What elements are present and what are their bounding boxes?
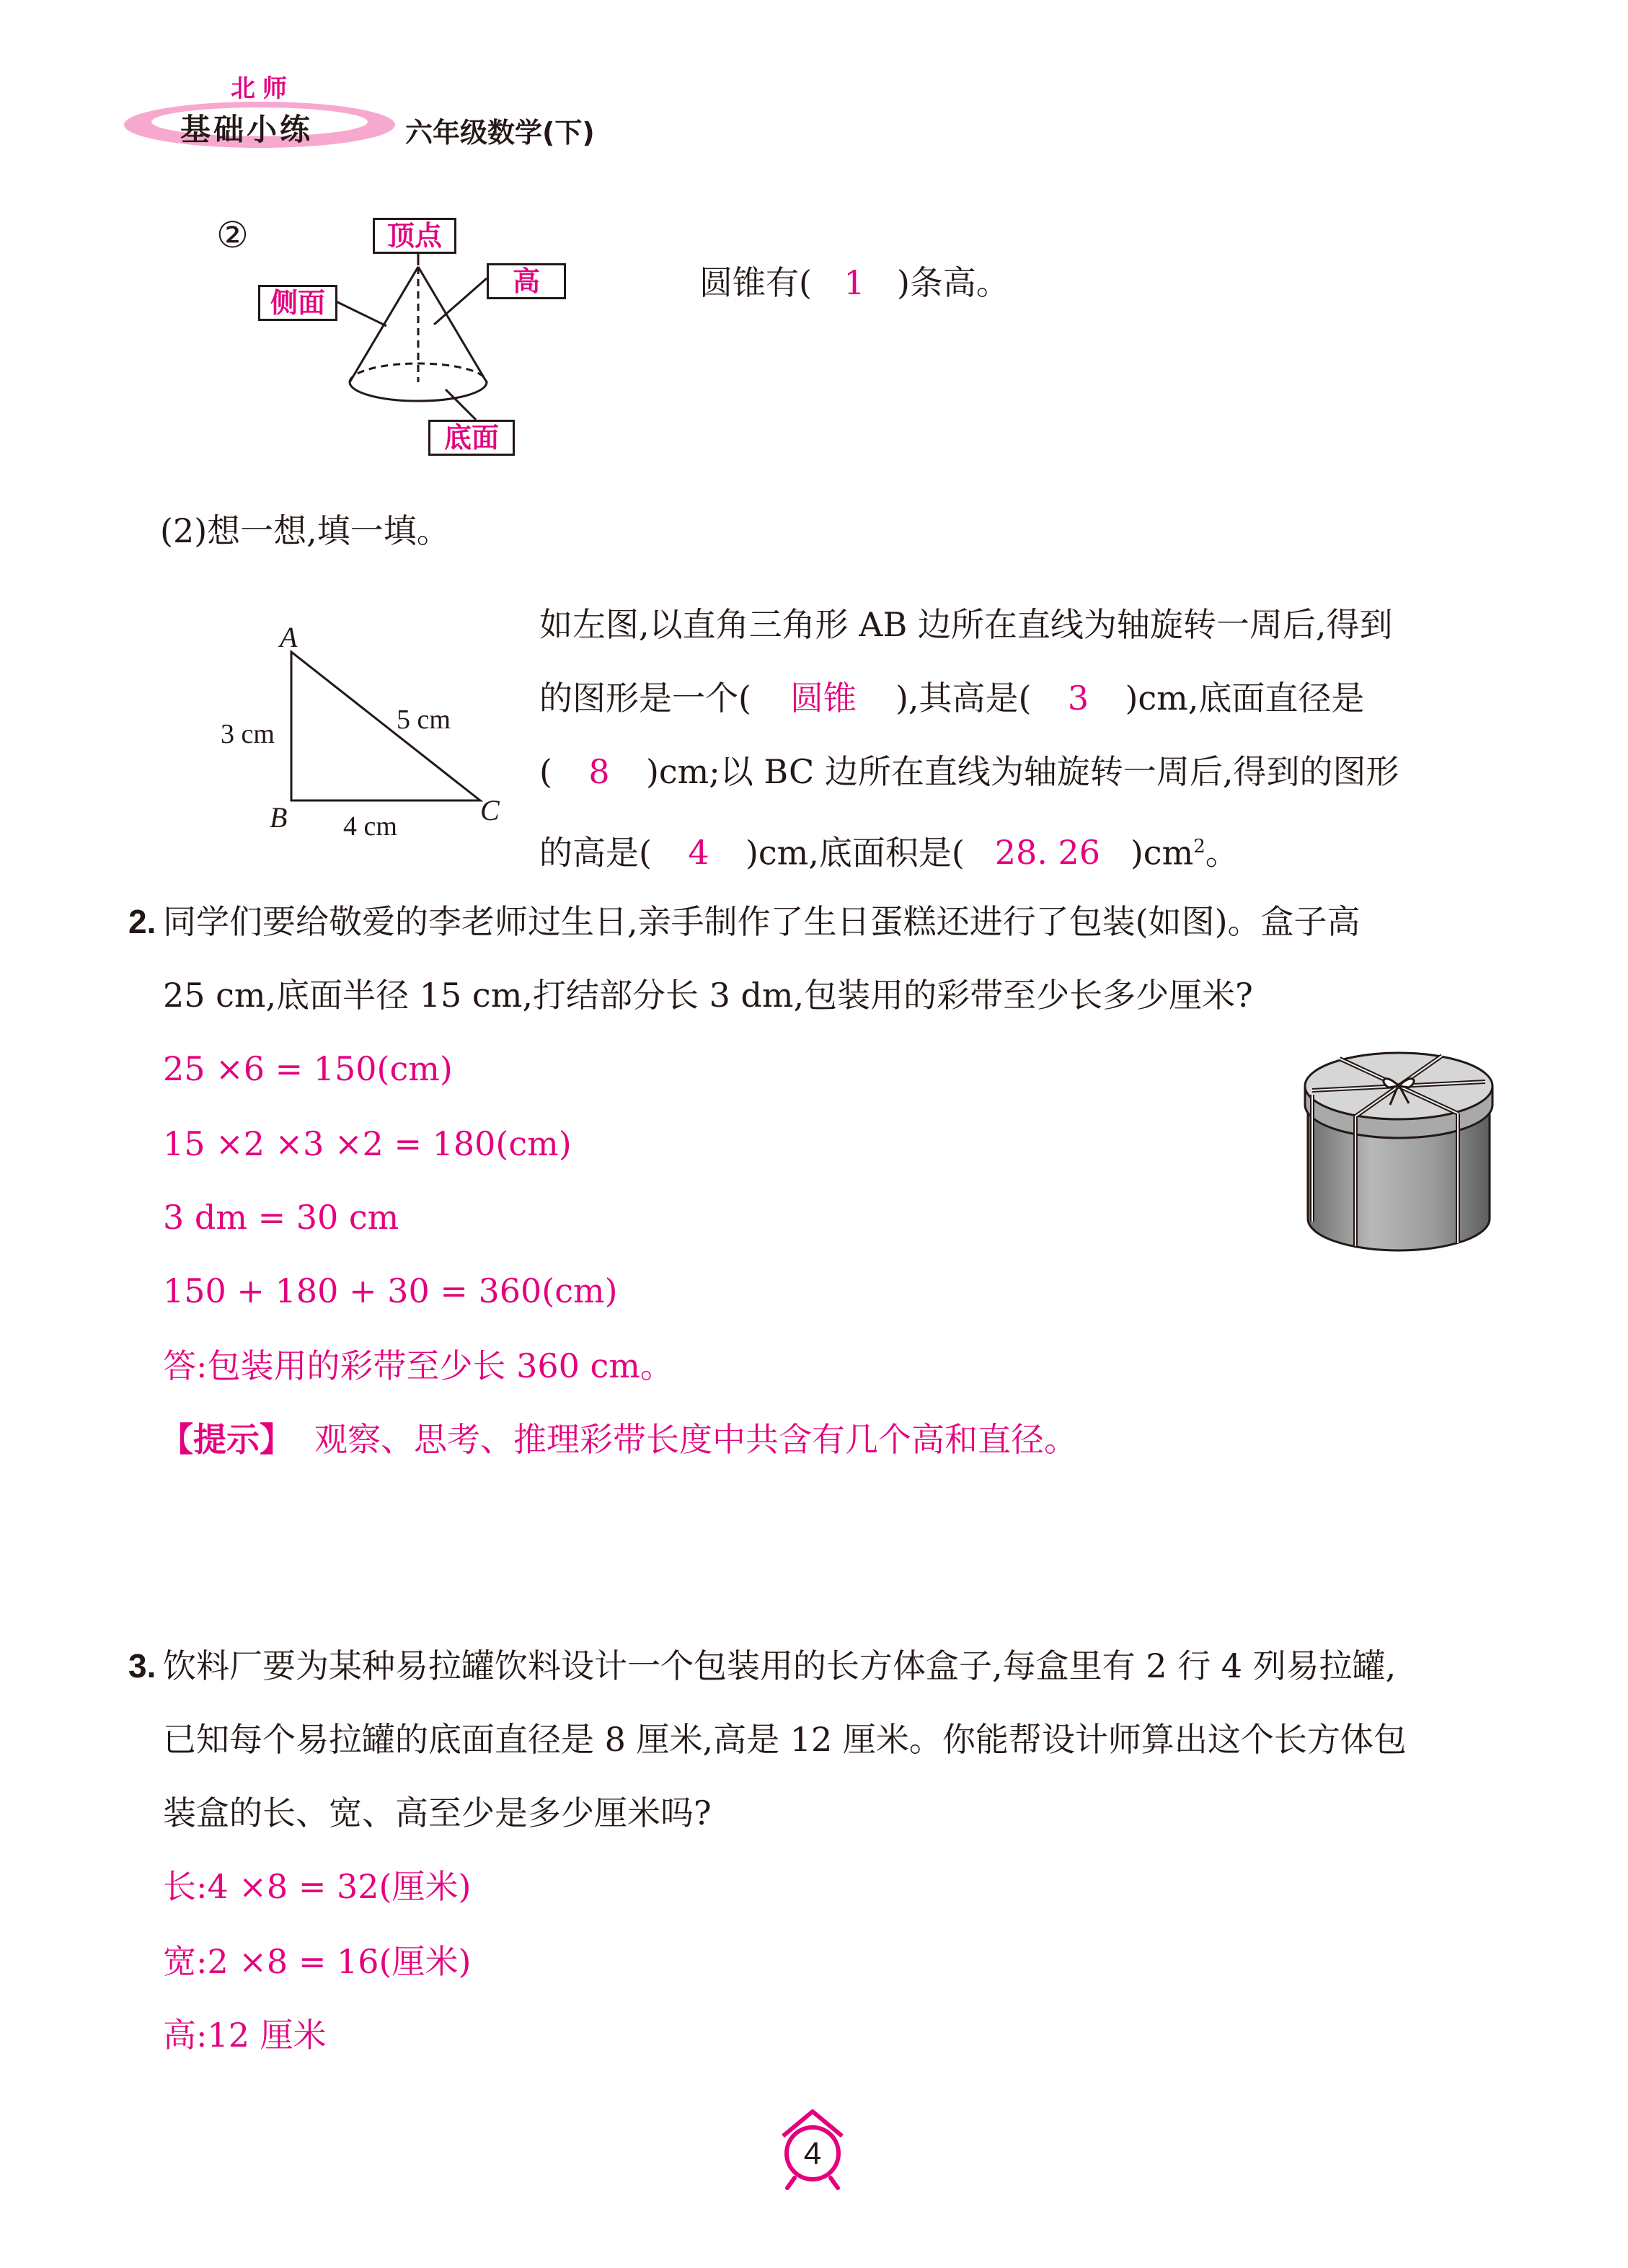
q3-work-length: 长:4 ×8 = 32(厘米) xyxy=(163,1867,472,1906)
cone-question xyxy=(699,261,1009,304)
cone-label-vertex: 顶点 xyxy=(373,218,456,254)
header-grade: 六年级数学(下) xyxy=(405,117,595,149)
question-3-line-1: 饮料厂要为某种易拉罐饮料设计一个包装用的长方体盒子,每盒里有 2 行 4 列易拉罐, xyxy=(163,1646,1397,1685)
part2-text: 的高是( xyxy=(539,833,652,873)
question-2-number: 2. xyxy=(128,903,156,940)
answer-shape: 圆锥 xyxy=(789,679,857,718)
header xyxy=(123,69,642,155)
cone-label-base: 底面 xyxy=(428,420,515,456)
part2-text: 。 xyxy=(1205,833,1239,873)
q2-work-1: 25 ×6 = 150(cm) xyxy=(163,1049,453,1088)
q3-work-width: 宽:2 ×8 = 16(厘米) xyxy=(163,1942,472,1981)
part2-text: ( xyxy=(539,752,552,791)
cake-box-figure xyxy=(1298,1030,1500,1261)
part2-line-4 xyxy=(539,825,1239,874)
triangle-side-ac: 5 cm xyxy=(397,705,451,735)
q2-hint xyxy=(160,1418,1077,1461)
q2-work-3: 3 dm = 30 cm xyxy=(163,1198,399,1237)
q2-work-2: 15 ×2 ×3 ×2 = 180(cm) xyxy=(163,1124,572,1163)
hint-text: 观察、思考、推理彩带长度中共含有几个高和直径。 xyxy=(314,1420,1077,1459)
part2-line-2 xyxy=(539,676,1364,720)
cone-answer: 1 xyxy=(844,263,865,302)
answer-height-bc: 4 xyxy=(688,833,709,873)
part2-text: 的图形是一个( xyxy=(539,679,751,718)
triangle-point-c: C xyxy=(480,794,500,826)
q2-work-4: 150 + 180 + 30 = 360(cm) xyxy=(163,1271,618,1310)
part2-line-1: 如左图,以直角三角形 AB 边所在直线为轴旋转一周后,得到 xyxy=(539,605,1393,644)
page-number: 4 xyxy=(803,2136,822,2171)
triangle-side-bc: 4 cm xyxy=(343,811,397,842)
cone-label-side: 侧面 xyxy=(258,285,337,321)
part2-text: )cm,底面积是( xyxy=(745,833,965,873)
answer-diameter: 8 xyxy=(588,752,610,791)
header-book-title: 基础小练 xyxy=(180,112,314,147)
header-series: 北师 xyxy=(231,74,294,103)
question-2-line-1: 同学们要给敬爱的李老师过生日,亲手制作了生日蛋糕还进行了包装(如图)。盒子高 xyxy=(163,902,1361,941)
q3-work-height: 高:12 厘米 xyxy=(163,2016,327,2055)
cone-label-height: 高 xyxy=(487,263,566,299)
triangle-point-b: B xyxy=(270,801,288,834)
triangle-side-ab: 3 cm xyxy=(221,719,275,749)
answer-base-area: 28. 26 xyxy=(994,833,1101,873)
answer-height: 3 xyxy=(1067,679,1089,718)
hint-tag: 【提示】 xyxy=(160,1420,293,1459)
part2-text: )cm;以 BC 边所在直线为轴旋转一周后,得到的图形 xyxy=(645,752,1399,791)
cone-question-start: 圆锥有( xyxy=(699,263,812,302)
part2-text: ),其高是( xyxy=(895,679,1032,718)
right-triangle-figure xyxy=(288,649,490,815)
unit-exponent: 2 xyxy=(1193,836,1205,857)
question-2-line-2: 25 cm,底面半径 15 cm,打结部分长 3 dm,包装用的彩带至少长多少厘米? xyxy=(163,976,1253,1015)
part2-line-3 xyxy=(539,750,1399,793)
cone-marker: ② xyxy=(216,214,249,256)
part2-text: )cm,底面直径是 xyxy=(1125,679,1365,718)
question-3-line-3: 装盒的长、宽、高至少是多少厘米吗? xyxy=(163,1793,712,1832)
triangle-point-a: A xyxy=(280,621,298,653)
part2-title: (2)想一想,填一填。 xyxy=(160,511,450,550)
question-3-number: 3. xyxy=(128,1647,156,1685)
cone-question-end: )条高。 xyxy=(896,263,1009,302)
part2-text: )cm xyxy=(1130,833,1194,873)
question-3-line-2: 已知每个易拉罐的底面直径是 8 厘米,高是 12 厘米。你能帮设计师算出这个长方体包 xyxy=(163,1720,1407,1759)
q2-answer: 答:包装用的彩带至少长 360 cm。 xyxy=(163,1346,673,1385)
